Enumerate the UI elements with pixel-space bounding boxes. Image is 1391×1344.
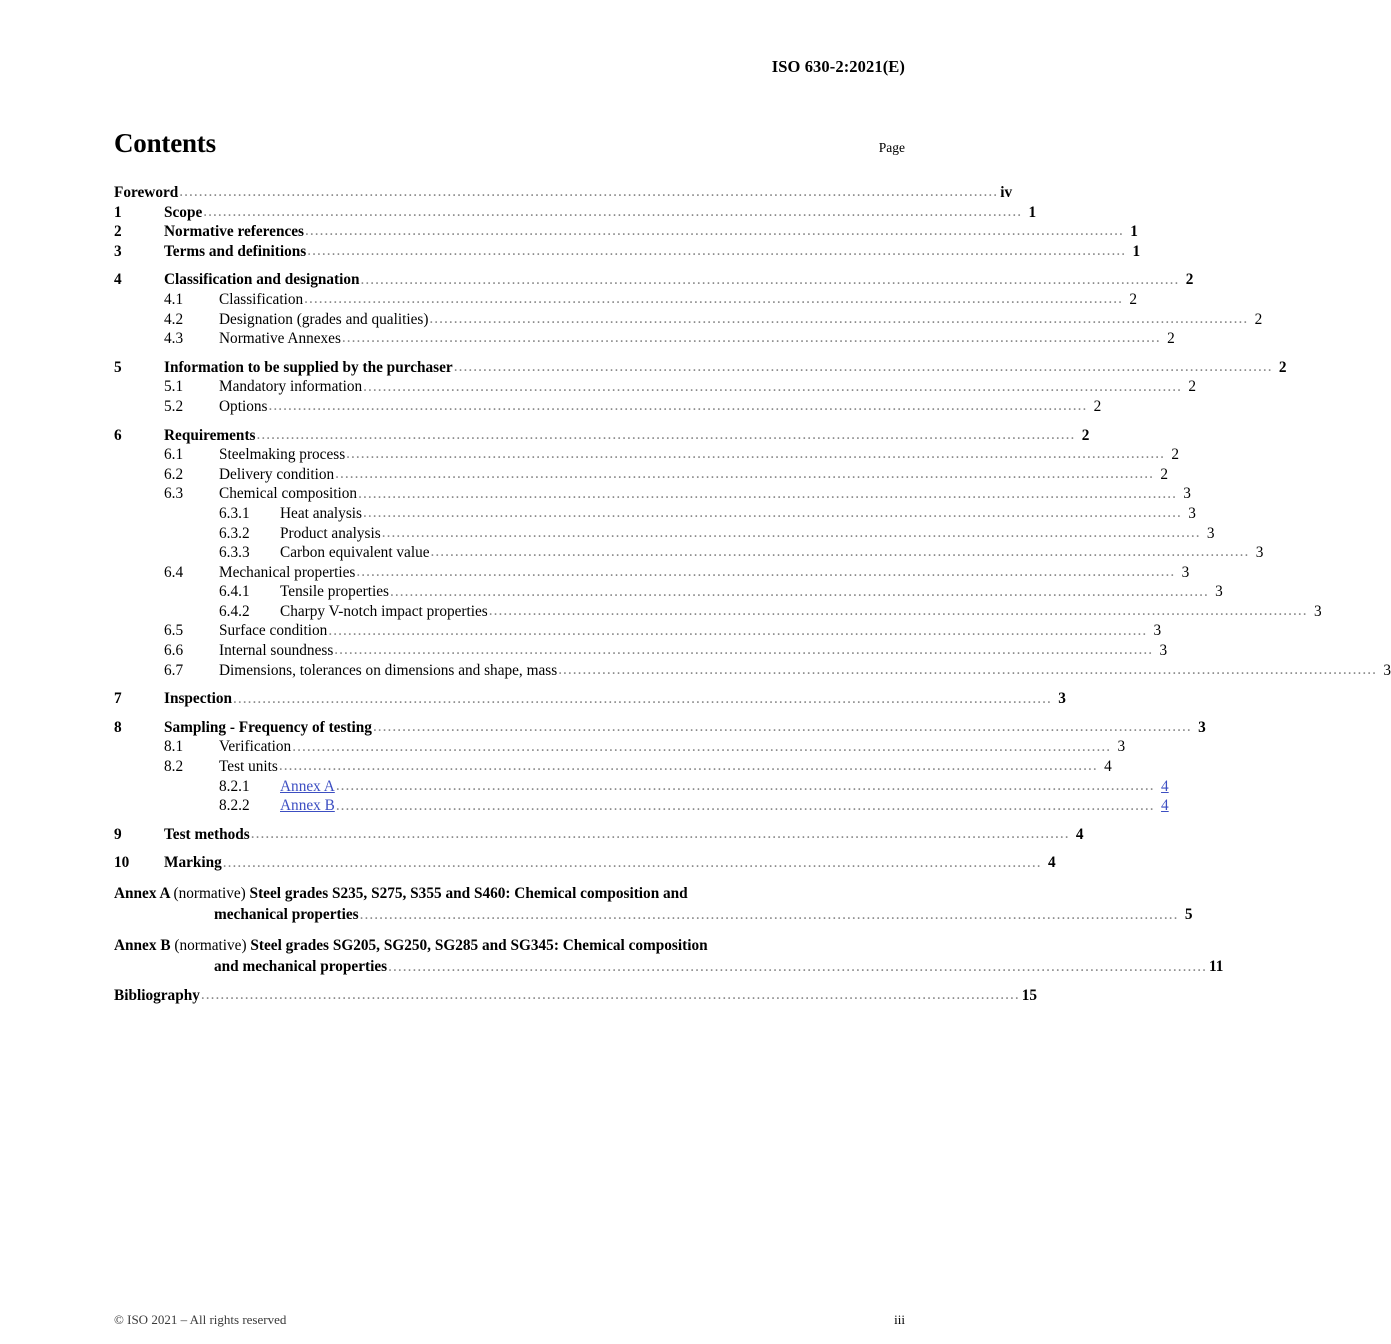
leader-dots — [307, 243, 1126, 258]
toc-entry-number: 6.3.3 — [219, 544, 250, 562]
leader-dots — [363, 505, 1182, 520]
toc-entry-page: 1 — [1132, 242, 1141, 260]
table-of-contents — [114, 183, 1391, 1006]
toc-entry-title: Options — [219, 397, 268, 415]
toc-entry[interactable] — [114, 524, 1215, 544]
toc-entry-page: 3 — [1181, 563, 1190, 581]
toc-entry-page: 15 — [1021, 987, 1038, 1004]
toc-entry-page: 3 — [1188, 504, 1196, 522]
toc-entry[interactable] — [114, 757, 1112, 777]
toc-entry[interactable] — [114, 397, 1102, 417]
leader-dots — [279, 758, 1098, 773]
copyright-notice: © ISO 2021 – All rights reserved — [114, 1312, 287, 1327]
toc-entry-number: 6.5 — [164, 622, 184, 640]
toc-entry-page: 3 — [1058, 690, 1066, 708]
toc-entry-number: 1 — [114, 203, 122, 221]
leader-dots — [304, 291, 1123, 306]
toc-entry[interactable] — [114, 504, 1196, 524]
toc-entry-number: 10 — [114, 854, 130, 872]
leader-dots — [268, 398, 1087, 413]
toc-entry-page: 3 — [1159, 642, 1168, 660]
toc-entry-title: Mechanical properties — [219, 563, 356, 581]
toc-entry-number: 4.3 — [164, 330, 184, 348]
toc-annex-qualifier: (normative) — [174, 937, 247, 954]
toc-entry[interactable] — [114, 377, 1197, 397]
toc-entry-number: 6.4.2 — [219, 602, 250, 620]
toc-entry-page: 3 — [1198, 718, 1206, 736]
toc-annex-title-part1: Steel grades S235, S275, S355 and S460: Chemical composition and — [245, 885, 688, 902]
leader-dots — [361, 272, 1180, 287]
leader-dots — [454, 359, 1273, 374]
toc-entry-title: Test units — [219, 758, 278, 776]
toc-entry[interactable] — [114, 737, 1126, 757]
toc-entry-page: 3 — [1313, 602, 1322, 620]
toc-entry-page: 3 — [1383, 661, 1391, 679]
toc-entry-number: 9 — [114, 825, 122, 843]
toc-entry-page: 2 — [1185, 271, 1194, 289]
toc-entry-title: Mandatory information — [219, 378, 363, 396]
toc-entry-page: 3 — [1183, 485, 1191, 503]
toc-annex-page: 11 — [1208, 957, 1224, 975]
toc-entry[interactable] — [114, 853, 1056, 873]
toc-entry-page: 3 — [1215, 583, 1223, 601]
toc-entry[interactable] — [114, 641, 1168, 661]
leader-dots — [335, 466, 1154, 481]
toc-annex-title-part1: Steel grades SG205, SG250, SG285 and SG345: Chemical composition — [246, 937, 708, 954]
toc-entry-number: 6.4.1 — [219, 583, 250, 601]
toc-entry-page: 2 — [1160, 465, 1168, 483]
toc-entry-title: Inspection — [164, 690, 232, 708]
toc-entry-number: 8.2 — [164, 758, 184, 776]
leader-dots — [342, 330, 1161, 345]
toc-entry-page: 3 — [1206, 524, 1215, 542]
toc-entry-title: Tensile properties — [280, 583, 389, 601]
toc-entry[interactable] — [114, 796, 1169, 816]
toc-entry-page[interactable]: 4 — [1161, 797, 1169, 815]
toc-entry-title: Verification — [219, 738, 292, 756]
toc-entry-number: 6.3.2 — [219, 524, 250, 542]
toc-entry-title: Terms and definitions — [164, 242, 307, 260]
toc-entry-page: 4 — [1075, 825, 1084, 843]
toc-entry[interactable] — [114, 582, 1223, 602]
leader-dots — [305, 223, 1124, 238]
toc-annex-line-1 — [114, 936, 955, 957]
toc-entry-number: 5.2 — [164, 397, 184, 415]
toc-entry-number: 6.3.1 — [219, 504, 250, 522]
toc-entry[interactable] — [114, 203, 1037, 223]
toc-entry-number: 6.4 — [164, 563, 184, 581]
leader-dots — [358, 486, 1177, 501]
contents-title-row — [114, 128, 905, 162]
toc-entry[interactable] — [114, 310, 1263, 330]
toc-entry-number: 6.2 — [164, 465, 184, 483]
toc-entry[interactable] — [114, 358, 1287, 378]
toc-entry-title: Heat analysis — [280, 504, 362, 522]
leader-dots — [334, 642, 1153, 657]
leader-dots — [390, 584, 1209, 599]
toc-entry[interactable] — [114, 602, 1322, 622]
leader-dots — [292, 739, 1111, 754]
toc-entry[interactable] — [114, 777, 1169, 797]
leader-dots — [356, 564, 1175, 579]
leader-dots — [388, 959, 1207, 974]
toc-annex-qualifier: (normative) — [173, 885, 246, 902]
toc-entry-title: Sampling - Frequency of testing — [164, 718, 372, 736]
toc-entry-page: 4 — [1104, 758, 1112, 776]
toc-annex-label: Annex B — [114, 937, 175, 954]
toc-entry-page: 2 — [1278, 358, 1287, 376]
toc-entry-number: 4.1 — [164, 290, 184, 308]
leader-dots — [431, 544, 1250, 559]
toc-entry[interactable] — [114, 222, 1138, 242]
toc-entry-page: 2 — [1167, 330, 1175, 348]
leader-dots — [257, 427, 1076, 442]
toc-entry[interactable] — [114, 426, 1090, 446]
toc-entry[interactable] — [114, 183, 1013, 203]
leader-dots — [360, 907, 1179, 922]
page-title: Contents — [114, 128, 216, 158]
leader-dots — [251, 826, 1070, 841]
toc-annex-line-1 — [114, 884, 955, 905]
toc-entry-title: Test methods — [164, 825, 250, 843]
toc-entry[interactable] — [114, 563, 1190, 583]
toc-entry-page: 2 — [1081, 426, 1090, 444]
toc-entry[interactable] — [114, 329, 1175, 349]
leader-dots — [373, 719, 1192, 734]
toc-entry-page: 2 — [1129, 290, 1137, 308]
toc-entry[interactable] — [114, 465, 1168, 485]
toc-entry[interactable] — [114, 543, 1264, 563]
leader-dots — [328, 623, 1147, 638]
toc-entry-title: Bibliography — [114, 987, 200, 1004]
toc-entry-number: 3 — [114, 242, 122, 260]
leader-dots — [336, 798, 1155, 813]
toc-entry-title[interactable]: Annex B — [280, 797, 335, 815]
toc-entry-title: Normative Annexes — [219, 330, 341, 348]
leader-dots — [363, 379, 1182, 394]
toc-entry-number: 7 — [114, 690, 122, 708]
toc-entry-title: Scope — [164, 203, 203, 221]
toc-annex-label: Annex A — [114, 885, 174, 902]
toc-entry-title: Dimensions, tolerances on dimensions and shape, mass — [219, 661, 558, 679]
toc-entry[interactable] — [114, 661, 1391, 681]
toc-entry-title: Normative references — [164, 223, 305, 241]
toc-entry-title: Requirements — [164, 426, 256, 444]
page-column-label: Page — [878, 140, 905, 155]
toc-entry-title: Information to be supplied by the purchaser — [164, 358, 453, 376]
toc-entry-page: 3 — [1255, 544, 1264, 562]
toc-entry-page: 1 — [1028, 203, 1037, 221]
toc-entry[interactable] — [114, 689, 1066, 709]
leader-dots — [558, 662, 1377, 677]
toc-entry-title: Steelmaking process — [219, 446, 346, 464]
toc-entry-page: 2 — [1093, 397, 1102, 415]
toc-entry-number: 8.2.1 — [219, 777, 250, 795]
toc-entry-title: Charpy V-notch impact properties — [280, 602, 488, 620]
toc-entry-page: 2 — [1171, 446, 1180, 464]
toc-entry[interactable] — [114, 242, 1141, 262]
toc-entry-number: 2 — [114, 223, 122, 241]
toc-annex-page: 5 — [1184, 905, 1193, 923]
toc-entry-title: Carbon equivalent value — [280, 544, 430, 562]
toc-annex-entry[interactable] — [114, 936, 1224, 977]
toc-entry-title: Marking — [164, 854, 222, 872]
toc-entry-page: 3 — [1117, 738, 1126, 756]
toc-entry-title: Product analysis — [280, 524, 381, 542]
leader-dots — [201, 987, 1020, 1002]
toc-entry-title: Delivery condition — [219, 465, 335, 483]
toc-entry-page: 4 — [1048, 854, 1056, 872]
leader-dots — [336, 778, 1155, 793]
toc-entry-title: Classification and designation — [164, 271, 360, 289]
toc-entry[interactable] — [114, 290, 1137, 310]
leader-dots — [203, 204, 1022, 219]
toc-entry-number: 6.3 — [164, 485, 184, 503]
toc-annex-title-part2: mechanical properties — [214, 905, 359, 923]
toc-entry-number: 6.1 — [164, 446, 184, 464]
footer-page-number: iii — [894, 1312, 905, 1327]
leader-dots — [429, 311, 1248, 326]
toc-entry-number: 5.1 — [164, 378, 184, 396]
toc-entry-title[interactable]: Annex A — [280, 777, 335, 795]
toc-annex-entry[interactable] — [114, 884, 1193, 925]
toc-entry[interactable] — [114, 270, 1194, 290]
toc-entry[interactable] — [114, 621, 1162, 641]
toc-entry-number: 8.1 — [164, 738, 184, 756]
toc-entry-title: Chemical composition — [219, 485, 358, 503]
toc-entry-number: 4 — [114, 271, 122, 289]
toc-entry-page: iv — [1000, 184, 1013, 201]
toc-entry-number: 8 — [114, 718, 122, 736]
leader-dots — [179, 184, 998, 199]
toc-annex-line-2 — [164, 905, 1193, 926]
toc-entry-number: 4.2 — [164, 310, 184, 328]
toc-entry-number: 5 — [114, 358, 122, 376]
toc-bibliography-entry[interactable] — [114, 986, 1038, 1006]
leader-dots — [346, 446, 1165, 461]
toc-entry[interactable] — [114, 825, 1084, 845]
toc-entry-number: 8.2.2 — [219, 797, 250, 815]
toc-entry-title: Internal soundness — [219, 642, 334, 660]
toc-entry-number: 6.7 — [164, 661, 184, 679]
toc-entry-page[interactable]: 4 — [1161, 777, 1169, 795]
leader-dots — [382, 525, 1201, 540]
toc-entry-page: 1 — [1130, 223, 1138, 241]
toc-entry-page: 2 — [1188, 378, 1197, 396]
leader-dots — [489, 603, 1308, 618]
leader-dots — [233, 691, 1052, 706]
toc-entry-number: 6 — [114, 426, 122, 444]
leader-dots — [223, 855, 1042, 870]
toc-entry[interactable] — [114, 445, 1180, 465]
toc-entry-number: 6.6 — [164, 642, 184, 660]
toc-annex-line-2 — [164, 957, 1224, 978]
toc-entry-title: Designation (grades and qualities) — [219, 310, 429, 328]
toc-entry[interactable] — [114, 484, 1191, 504]
toc-entry[interactable] — [114, 718, 1206, 738]
toc-entry-title: Foreword — [114, 184, 179, 201]
toc-entry-title: Surface condition — [219, 622, 328, 640]
toc-entry-title: Classification — [219, 290, 304, 308]
toc-annex-title-part2: and mechanical properties — [214, 957, 388, 975]
toc-entry-page: 2 — [1254, 310, 1263, 328]
toc-entry-page: 3 — [1153, 622, 1162, 640]
document-header-id: ISO 630-2:2021(E) — [771, 57, 905, 76]
